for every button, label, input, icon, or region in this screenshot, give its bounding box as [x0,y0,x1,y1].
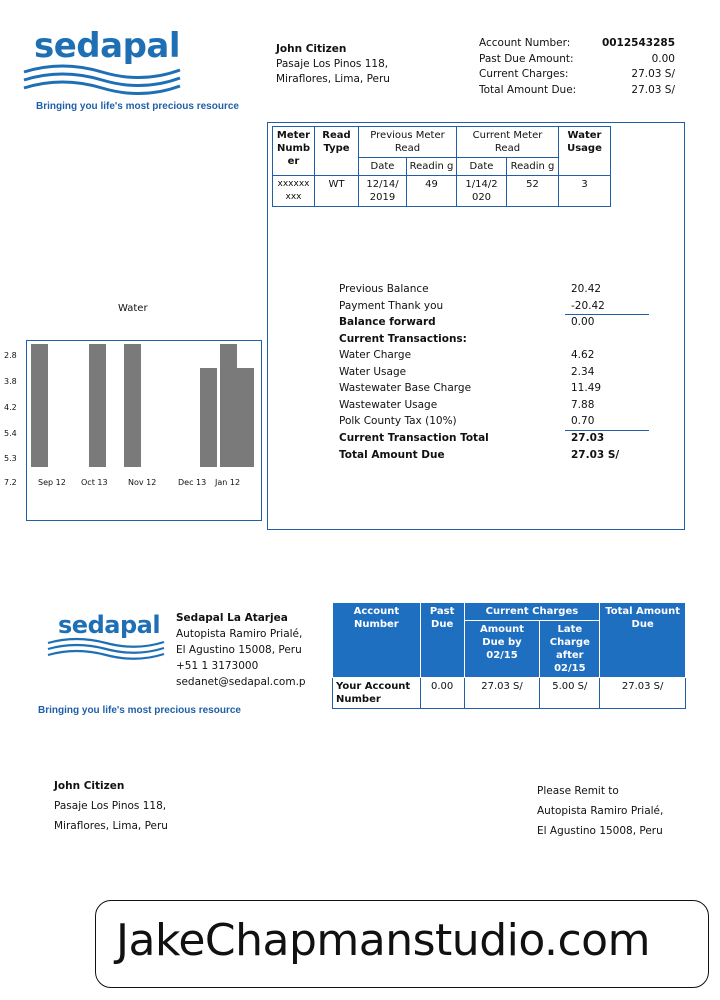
amount-due-by-cell: 27.03 S/ [464,678,540,709]
x-tick-label: Oct 13 [81,478,108,487]
subtotal-divider [565,314,649,315]
summary-row [479,36,675,52]
summary-row [479,83,675,99]
company-email: sedanet@sedapal.com.p [176,676,306,688]
meter-number-cell: xxxxxx xxx [273,176,315,207]
summary-label: Past Due Amount: [479,52,574,65]
transaction-row [339,316,649,332]
x-tick-label: Dec 13 [178,478,207,487]
read-type-header: Read Type [315,127,359,176]
current-read-header: Current Meter Read [457,127,559,158]
cur-reading-header: Readin g [507,158,559,176]
water-usage-header: Water Usage [559,127,611,176]
late-charge-header: Late Charge after 02/15 [540,621,600,678]
read-type-cell: WT [315,176,359,207]
previous-read-header: Previous Meter Read [359,127,457,158]
transactions-list [339,283,659,468]
chart-bar [200,368,217,467]
transaction-label: Payment Thank you [339,299,444,312]
summary-value: 0.00 [651,52,675,65]
transaction-value: 20.42 [571,283,602,295]
transaction-value: 11.49 [571,382,602,394]
chart-plot [0,0,270,530]
company-address-line1: Autopista Ramiro Prialé, [176,628,303,640]
table-row [333,678,686,709]
transaction-row [339,283,649,299]
y-tick-label: 7.2 [4,478,17,487]
your-account-cell: Your Account Number [333,678,421,709]
chart-bar [124,344,141,467]
summary-value: 27.03 S/ [631,83,675,96]
transaction-row [339,432,649,448]
y-tick-label: 3.8 [4,377,17,386]
customer-address [276,42,390,87]
remit-to-address-line2: El Agustino 15008, Peru [537,825,663,837]
stub-customer-address [54,776,168,836]
company-address-line2: El Agustino 15008, Peru [176,644,302,656]
y-tick-label: 5.3 [4,454,17,463]
stub-logo-wordmark: sedapal [58,611,161,639]
amount-due-by-header: Amount Due by 02/15 [464,621,540,678]
cur-reading-cell: 52 [507,176,559,207]
chart-bar [31,344,48,467]
transaction-label: Wastewater Base Charge [339,382,472,394]
transaction-row [339,415,649,431]
x-tick-label: Jan 12 [215,478,241,487]
transaction-value: 27.03 S/ [571,448,620,461]
past-due-cell: 0.00 [420,678,464,709]
y-tick-label: 2.8 [4,351,17,360]
x-tick-label: Sep 12 [38,478,66,487]
prev-date-header: Date [359,158,407,176]
usage-cell: 3 [559,176,611,207]
account-number-header: Account Number [333,603,421,678]
company-name: Sedapal La Atarjea [176,612,288,624]
company-phone: +51 1 3173000 [176,660,259,672]
stub-customer-name: John Citizen [54,780,125,792]
summary-label: Total Amount Due: [479,83,577,96]
cur-date-cell: 1/14/2 020 [457,176,507,207]
prev-date-cell: 12/14/ 2019 [359,176,407,207]
stub-logo-tagline: Bringing you life's most precious resource [38,705,241,716]
transaction-value: 0.70 [571,415,595,427]
total-amount-due-cell: 27.03 S/ [600,678,686,709]
summary-value: 27.03 S/ [631,68,675,80]
transaction-label: Current Transaction Total [339,432,489,444]
chart-bar [89,344,106,467]
watermark-text: JakeChapmanstudio.com [116,915,650,966]
stub-customer-address-line1: Pasaje Los Pinos 118, [54,800,167,812]
transaction-value: 2.34 [571,365,595,378]
transaction-row [339,399,649,415]
remit-to-address-line1: Autopista Ramiro Prialé, [537,805,664,817]
chart-bar [237,368,254,467]
transaction-label: Total Amount Due [339,448,445,461]
stub-sedapal-logo [46,612,166,664]
company-contact [176,610,306,690]
summary-label: Current Charges: [479,68,569,80]
payment-stub-table [332,602,686,709]
remit-to-label: Please Remit to [537,785,619,797]
customer-address-line2: Miraflores, Lima, Peru [276,73,390,85]
transaction-row [339,382,649,398]
customer-name: John Citizen [276,43,347,55]
transaction-value: 0.00 [571,316,595,328]
transaction-label: Current Transactions: [339,332,467,345]
logo-tagline: Bringing you life's most precious resource [36,101,239,112]
table-row [273,176,611,207]
y-tick-label: 5.4 [4,429,17,438]
prev-reading-header: Readin g [407,158,457,176]
cur-date-header: Date [457,158,507,176]
account-summary [479,36,675,98]
transaction-value: -20.42 [571,299,605,312]
chart-bar [220,344,237,467]
x-tick-label: Nov 12 [128,478,157,487]
watermark-banner [95,900,709,988]
transaction-label: Polk County Tax (10%) [339,415,457,427]
remit-to-address [537,781,663,841]
transaction-label: Previous Balance [339,283,429,295]
transaction-row [339,349,649,365]
total-divider [565,430,649,431]
summary-row [479,52,675,68]
transaction-row [339,449,649,465]
past-due-header: Past Due [420,603,464,678]
summary-value: 0012543285 [601,37,675,49]
transaction-row [339,366,649,382]
transaction-value: 27.03 [571,432,605,444]
summary-label: Account Number: [479,37,571,49]
chart-title: Water [118,303,148,314]
transaction-row [339,333,649,349]
transaction-value: 4.62 [571,349,595,361]
transaction-label: Wastewater Usage [339,398,438,411]
meter-table [272,126,611,207]
transaction-label: Water Usage [339,365,407,378]
total-amount-due-header: Total Amount Due [600,603,686,678]
transaction-label: Balance forward [339,316,436,328]
stub-customer-address-line2: Miraflores, Lima, Peru [54,820,168,832]
transaction-value: 7.88 [571,398,595,411]
late-charge-cell: 5.00 S/ [540,678,600,709]
transaction-label: Water Charge [339,349,412,361]
meter-number-header: Meter Numb er [273,127,315,176]
prev-reading-cell: 49 [407,176,457,207]
summary-row [479,67,675,83]
current-charges-header: Current Charges [464,603,600,621]
customer-address-line1: Pasaje Los Pinos 118, [276,58,389,70]
stub-logo-wave-icon [46,636,166,662]
logo-wordmark: sedapal [34,26,181,66]
y-tick-label: 4.2 [4,403,17,412]
